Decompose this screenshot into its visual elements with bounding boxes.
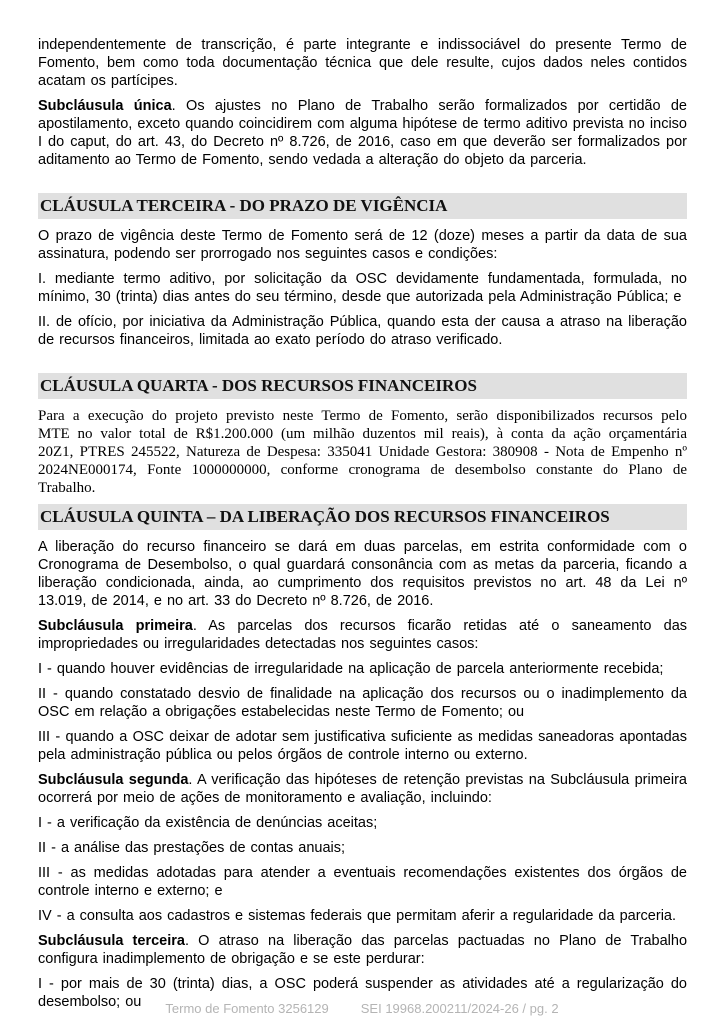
item-ii-prazo: II. de ofício, por iniciativa da Administração Pública, quando esta der causa a atraso na liberação de recursos financeiros, limitada ao exato período do atraso verificado. — [38, 314, 687, 348]
item-iii-verificacao: III - as medidas adotadas para atender a eventuais recomendações existentes dos órgãos de controle interno e externo; e — [38, 865, 687, 899]
item-ii-retencao: II - quando constatado desvio de finalidade na aplicação dos recursos ou o inadimplemento da OSC em relação a obrigações estabelecidas neste Termo de Fomento; ou — [38, 686, 687, 720]
clause-heading-quinta: CLÁUSULA QUINTA – DA LIBERAÇÃO DOS RECURSOS FINANCEIROS — [38, 504, 687, 530]
page-footer — [0, 1002, 724, 1016]
liberacao-recurso-paragraph: A liberação do recurso financeiro se dará em duas parcelas, em estrita conformidade com o Cronograma de Desembolso, o qual guardará consonância com as metas da parceria, ficando a liberação condicionada, ainda, ao cumprimento dos requisitos previstos no art. 48 da Lei nº 13.019, de 2014, e no art. 33 do Decreto nº 8.726, de 2016. — [38, 539, 687, 609]
subclausula-unica-text: . Os ajustes no Plano de Trabalho serão formalizados por certidão de apostilamento, exceto quando coincidirem com alguma hipótese de termo aditivo prevista no inciso I do caput, do art. 43, do Decreto nº 8.726, de 2016, caso em que deverão ser formalizados por aditamento ao Termo de Fomento, sendo vedada a alteração do objeto da parceria. — [38, 98, 687, 168]
subclausula-segunda-lead: Subcláusula segunda — [38, 772, 189, 788]
prazo-vigencia-paragraph: O prazo de vigência deste Termo de Fomento será de 12 (doze) meses a partir da data de sua assinatura, podendo ser prorrogado nos seguintes casos e condições: — [38, 228, 687, 262]
subclausula-primeira-text: . As parcelas dos recursos ficarão retidas até o saneamento das impropriedades ou irregularidades detectadas nos seguintes casos: — [38, 618, 688, 652]
footer-sei-reference: SEI 19968.200211/2024-26 / pg. 2 — [360, 1001, 559, 1016]
subclausula-segunda-paragraph — [38, 771, 687, 807]
item-iii-retencao: III - quando a OSC deixar de adotar sem justificativa suficiente as medidas saneadoras apontadas pela administração pública ou pelos órgãos de controle interno ou externo. — [38, 729, 687, 763]
item-i-atraso: I - por mais de 30 (trinta) dias, a OSC poderá suspender as atividades até a regularização do desembolso; ou — [38, 976, 687, 1010]
clause-heading-quarta: CLÁUSULA QUARTA - DOS RECURSOS FINANCEIROS — [38, 373, 687, 399]
subclausula-terceira-paragraph — [38, 932, 687, 968]
item-i-verificacao: I - a verificação da existência de denúncias aceitas; — [38, 815, 378, 831]
subclausula-terceira-text: . O atraso na liberação das parcelas pactuadas no Plano de Trabalho configura inadimplemento de obrigação e se este perdurar: — [38, 933, 688, 967]
subclausula-segunda-text: . A verificação das hipóteses de retenção previstas na Subcláusula primeira ocorrerá por meio de ações de monitoramento e avaliação, incluindo: — [38, 772, 687, 806]
subclausula-primeira-paragraph — [38, 617, 687, 653]
subclausula-unica-lead: Subcláusula única — [38, 98, 172, 114]
recursos-financeiros-paragraph: Para a execução do projeto previsto neste Termo de Fomento, serão disponibilizados recursos pelo MTE no valor total de R$1.200.000 (um milhão duzentos mil reais), à conta da ação orçamentária 20Z1, PTRES 245522, Natureza de Despesa: 335041 Unidade Gestora: 380908 - Nota de Empenho nº 2024NE000174, Fonte 1000000000, conforme cronograma de desembolso constante do Plano de Trabalho. — [38, 408, 687, 496]
item-i-retencao: I - quando houver evidências de irregularidade na aplicação de parcela anteriormente recebida; — [38, 661, 664, 677]
subclausula-terceira-lead: Subcláusula terceira — [38, 933, 185, 949]
subclausula-primeira-lead: Subcláusula primeira — [38, 618, 193, 634]
subclausula-unica-paragraph — [38, 97, 687, 169]
document-content — [38, 36, 687, 1018]
item-ii-verificacao: II - a análise das prestações de contas anuais; — [38, 840, 346, 856]
item-i-prazo: I. mediante termo aditivo, por solicitação da OSC devidamente fundamentada, formulada, no mínimo, 30 (trinta) dias antes do seu término, desde que autorizada pela Administração Pública; e — [38, 271, 687, 305]
item-iv-verificacao: IV - a consulta aos cadastros e sistemas federais que permitam aferir a regularidade da parceria. — [38, 908, 677, 924]
paragraph-continuation: independentemente de transcrição, é parte integrante e indissociável do presente Termo de Fomento, bem como toda documentação técnica que dele resulte, cujos dados neles contidos acatam os partícipes. — [38, 37, 687, 89]
clause-heading-terceira: CLÁUSULA TERCEIRA - DO PRAZO DE VIGÊNCIA — [38, 193, 687, 219]
footer-document-id: Termo de Fomento 3256129 — [165, 1001, 329, 1016]
